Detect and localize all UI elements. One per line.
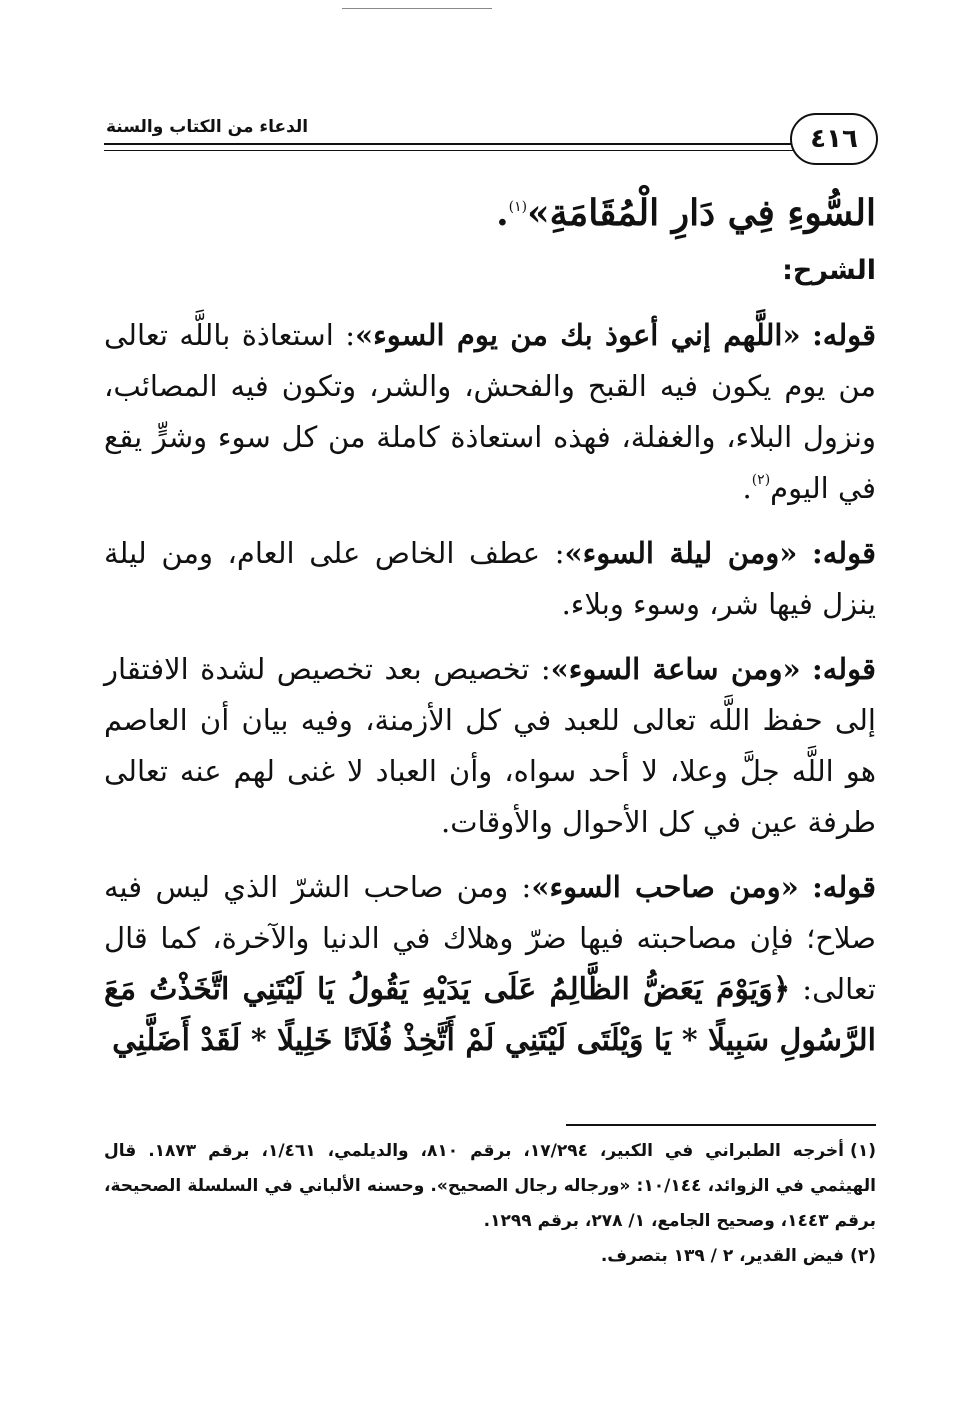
paragraph-2 bbox=[104, 528, 876, 630]
footnote-text: أخرجه الطبراني في الكبير، ١٧/٢٩٤، برقم ٨١٠، والديلمي، ١/٤٦١، برقم ١٨٧٣. قال الهيثمي في الزوائد، ١٠/١٤٤: «ورجاله رجال الصحيح». وحسنه الألباني في السلسلة الصحيحة، برقم ١٤٤٣، وصحيح الجامع، ١/ ٢٧٨، برقم ١٢٩٩. bbox=[104, 1141, 876, 1231]
paragraph-text: : عطف الخاص على العام، ومن ليلة ينزل فيها شر، وسوء وبلاء. bbox=[104, 536, 876, 621]
paragraph-text: : ومن صاحب الشرّ الذي ليس فيه صلاح؛ فإن مصاحبته فيها ضرّ وهلاك في الدنيا والآخرة، كما قال تعالى: bbox=[104, 870, 876, 1006]
footnote-ref-1: (١) bbox=[508, 199, 528, 215]
paragraph-end: . bbox=[742, 471, 752, 505]
qawluhu-label: قوله: bbox=[812, 870, 876, 904]
sharh-heading: الشرح: bbox=[782, 255, 876, 286]
footnote-number: (٢) bbox=[850, 1246, 876, 1266]
page-header bbox=[100, 105, 878, 175]
main-text bbox=[104, 188, 876, 1080]
paragraph-1 bbox=[104, 310, 876, 514]
footnote-number: (١) bbox=[850, 1141, 876, 1161]
top-decorative-rule bbox=[342, 8, 492, 9]
quoted-phrase: «ومن ساعة السوء» bbox=[550, 652, 801, 686]
running-head: الدعاء من الكتاب والسنة bbox=[106, 117, 309, 137]
footnote-1 bbox=[104, 1134, 876, 1239]
quoted-phrase: «ومن ليلة السوء» bbox=[564, 536, 798, 570]
paragraph-text: : تخصيص بعد تخصيص لشدة الافتقار إلى حفظ اللَّه تعالى للعبد في كل الأزمنة، وفيه بيان أن العاصم هو اللَّه جلَّ وعلا، لا أحد سواه، وأن العباد لا غنى لهم عنه تعالى طرفة عين في كل الأحوال والأوقات. bbox=[104, 652, 876, 839]
quoted-phrase: «اللَّهم إني أعوذ بك من يوم السوء» bbox=[355, 318, 801, 352]
hadith-continuation: السُّوءِ فِي دَارِ الْمُقَامَةِ» bbox=[527, 192, 876, 234]
opening-period: . bbox=[496, 192, 509, 234]
footnote-separator bbox=[566, 1124, 876, 1126]
header-double-rule bbox=[104, 143, 804, 151]
page-number: ٤١٦ bbox=[790, 113, 878, 165]
footnote-text: فيض القدير، ٢ / ١٣٩ بتصرف. bbox=[600, 1246, 844, 1266]
paragraph-text: : استعاذة باللَّه تعالى من يوم يكون فيه القبح والفحش، والشر، وتكون فيه المصائب، ونزول البلاء، والغفلة، فهذه استعاذة كاملة من كل سوء وشرٍّ يقع في اليوم bbox=[104, 318, 876, 505]
footnote-2 bbox=[104, 1239, 876, 1274]
paragraph-4 bbox=[104, 862, 876, 1066]
footnote-ref-2: (٢) bbox=[751, 472, 771, 488]
quran-verse: ﴿وَيَوْمَ يَعَضُّ الظَّالِمُ عَلَى يَدَيْهِ يَقُولُ يَا لَيْتَنِي اتَّخَذْتُ مَعَ الرَّسُولِ سَبِيلًا * يَا وَيْلَتَى لَيْتَنِي لَمْ أَتَّخِذْ فُلَانًا خَلِيلًا * لَقَدْ أَضَلَّنِي bbox=[104, 972, 876, 1058]
qawluhu-label: قوله: bbox=[812, 652, 876, 686]
qawluhu-label: قوله: bbox=[812, 536, 876, 570]
paragraph-3 bbox=[104, 644, 876, 848]
footnotes bbox=[104, 1134, 876, 1274]
opening-line bbox=[104, 188, 876, 241]
qawluhu-label: قوله: bbox=[812, 318, 877, 352]
quoted-phrase: «ومن صاحب السوء» bbox=[531, 870, 799, 904]
